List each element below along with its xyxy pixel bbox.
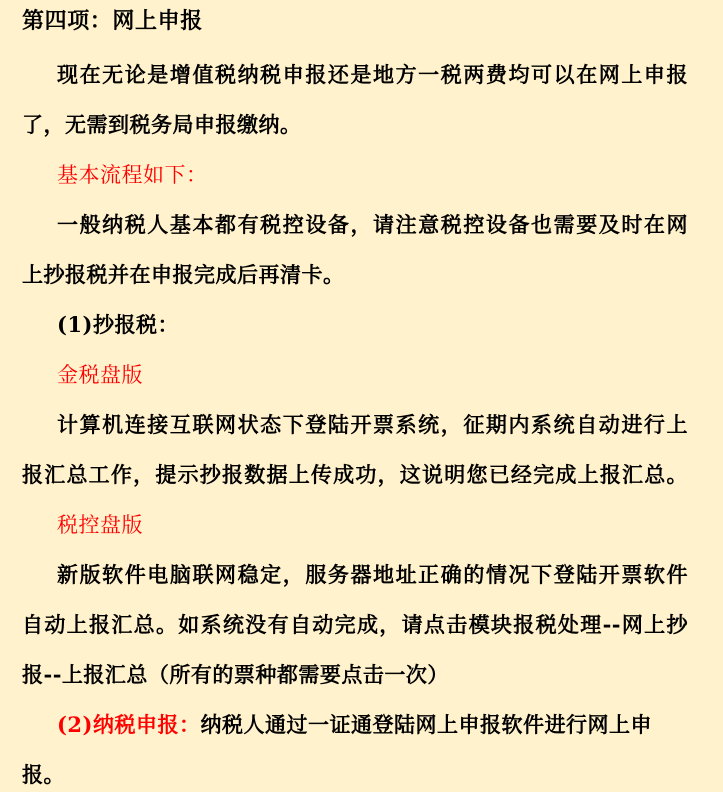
tax-control-disk-title: 税控盘版 <box>57 513 143 537</box>
process-title: 基本流程如下： <box>57 163 208 187</box>
tax-control-disk-line: 报--上报汇总（所有的票种都需要点击一次） <box>22 662 449 687</box>
step2-text: 纳税人通过一证通登陆网上申报软件进行网上申 <box>200 712 652 737</box>
golden-tax-disk-title: 金税盘版 <box>57 363 143 387</box>
golden-tax-disk-line: 报汇总工作，提示抄报数据上传成功，这说明您已经完成上报汇总。 <box>22 462 688 487</box>
tax-control-disk-line: 新版软件电脑联网稳定，服务器地址正确的情况下登陆开票软件 <box>57 562 688 587</box>
step2-line: 报。 <box>22 762 65 787</box>
step1-title: (1)抄报税： <box>57 312 179 337</box>
intro-line: 了，无需到税务局申报缴纳。 <box>22 112 302 137</box>
section-heading: 第四项：网上申报 <box>22 9 203 34</box>
tax-control-disk-line: 自动上报汇总。如系统没有自动完成，请点击模块报税处理--网上抄 <box>22 612 688 637</box>
step2-title: (2)纳税申报： <box>57 712 201 737</box>
general-taxpayer-line: 上抄报税并在申报完成后再清卡。 <box>22 262 345 287</box>
golden-tax-disk-line: 计算机连接互联网状态下登陆开票系统，征期内系统自动进行上 <box>57 412 688 437</box>
section-body <box>0 50 723 792</box>
general-taxpayer-line: 一般纳税人基本都有税控设备，请注意税控设备也需要及时在网 <box>57 212 688 237</box>
step2-line <box>0 700 723 750</box>
intro-line: 现在无论是增值税纳税申报还是地方一税两费均可以在网上申报 <box>57 62 688 87</box>
